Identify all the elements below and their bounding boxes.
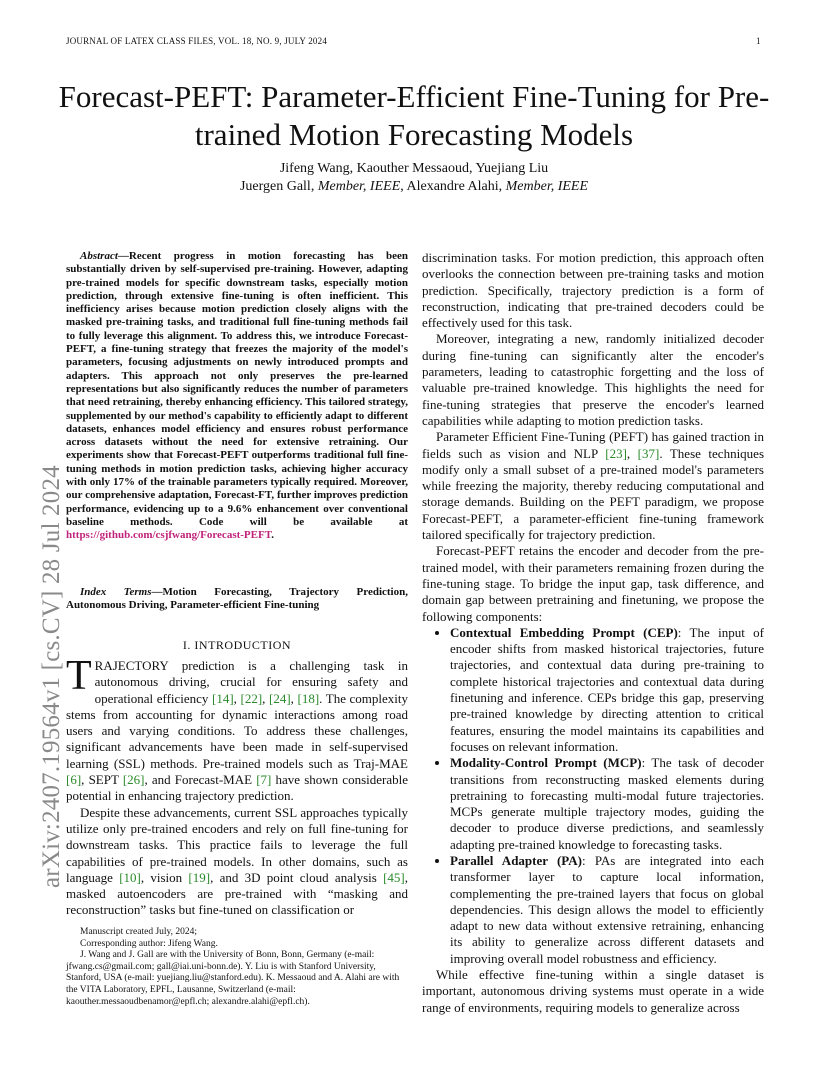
paragraph: While effective fine-tuning within a single dataset is important, autonomous driving systems must operate in a wide range of environments, requiring models to generalize across xyxy=(422,967,764,1015)
intro-text: Despite these advancements, current SSL approaches typically utilize only pre-trained encoders and rely on full fine-tuning for downstream tasks. This practice fails to leverage the full capabilities of pre-trained models. In other domains, such as language xyxy=(66,804,408,885)
citation-link[interactable]: [7] xyxy=(256,772,272,788)
list-item xyxy=(450,755,764,853)
intro-text: RAJECTORY prediction is a challenging task in autonomous driving, crucial for ensuring safety and operational efficiency xyxy=(94,658,408,706)
footnote xyxy=(66,927,408,1008)
footnote-line: Corresponding author: Jifeng Wang. xyxy=(80,938,218,949)
list-item-term: Parallel Adapter (PA) xyxy=(450,852,583,868)
citation-link[interactable]: [18] xyxy=(297,690,320,706)
intro-text: . The complexity stems from accounting for dynamic interactions among road users and varying conditions. To address these challenges, significant advancements have been made in self-supervised learning (SSL) methods. Pre-trained models such as Traj-MAE xyxy=(66,690,409,771)
intro-text: , masked autoencoders are pre-trained with “masking and reconstruction” tasks but fine-tuned on classification or xyxy=(66,869,408,918)
drop-cap: T xyxy=(66,653,92,699)
paragraph: Forecast-PEFT retains the encoder and decoder from the pre-trained model, with their parameters remaining frozen during the fine-tuning stage. To bridge the input gap, task difference, and domain gap between pretraining and finetuning, we propose the following components: xyxy=(422,543,764,624)
list-item-text: : PAs are integrated into each transformer layer to capture local information, complementing the pre-trained layers that focus on global dependencies. This design allows the model to efficiently adapt to new data without extensive retraining, enhancing its ability to generalize across different datasets and improving overall model robustness and efficiency. xyxy=(450,852,764,966)
right-column xyxy=(422,250,764,1016)
citation-link[interactable]: [24] xyxy=(269,690,291,706)
citation-link[interactable]: [26] xyxy=(122,772,145,788)
intro-text: have shown considerable potential in enhancing trajectory prediction. xyxy=(66,772,409,804)
citation-link[interactable]: [10] xyxy=(119,869,141,885)
list-item-term: Contextual Embedding Prompt (CEP) xyxy=(450,624,678,640)
paragraph-text: Parameter Efficient Fine-Tuning (PEFT) has gained traction in fields such as vision and NLP xyxy=(422,429,764,461)
author-list xyxy=(40,160,788,196)
abstract-text: —Recent progress in motion forecasting has been substantially driven by self-supervised pre-training. However, adapting pre-trained models for specific downstream tasks, especially motion prediction, through extensive fine-tuning is often inefficient. This inefficiency arises because motion prediction closely aligns with the masked pre-training tasks, and traditional full fine-tuning methods fail to fully leverage this alignment. To address this, we introduce Forecast-PEFT, a fine-tuning strategy that freezes the majority of the model's parameters, focusing adjustments on newly introduced prompts and adapters. This approach not only preserves the pre-learned representations but also significantly reduces the number of parameters that need retraining, thereby enhancing efficiency. This tailored strategy, supplemented by our method's capability to efficiently adapt to different datasets, enhances model efficiency and ensures robust performance across datasets without the need for extensive retraining. Our experiments show that Forecast-PEFT outperforms traditional full fine-tuning methods in motion prediction tasks, achieving higher accuracy with only 17% of the trainable parameters typically required. Moreover, our comprehensive adaptation, Forecast-FT, further improves prediction performance, evidencing up to a 9.6% enhancement over conventional baseline methods. Code will be available at xyxy=(66,250,408,528)
section-heading: I. INTRODUCTION xyxy=(182,638,292,652)
citation-link[interactable]: [19] xyxy=(188,869,211,885)
abstract xyxy=(66,250,408,543)
citation-link[interactable]: [23] xyxy=(605,445,627,461)
list-item xyxy=(450,853,764,967)
intro-text: , and 3D point cloud analysis xyxy=(210,869,384,885)
footnote-line: Manuscript created July, 2024; xyxy=(80,927,198,937)
citation-link[interactable]: [6] xyxy=(66,772,82,788)
paper-title: Forecast-PEFT: Parameter-Efficient Fine-Tuning for Pre-trained Motion Forecasting Models xyxy=(58,79,770,152)
index-terms xyxy=(66,586,408,613)
introduction-body: TRAJECTORY prediction is a challenging task in autonomous driving, crucial for ensuring safety and operational efficiency [14], [22], [24], [18]. The complexity stems from accounting for dynamic interactions among road users and varying conditions. To address these challenges, significant advancements have been made in self-supervised learning (SSL) methods. Pre-trained models such as Traj-MAE [6], SEPT [26], and Forecast-MAE [7] have shown considerable potential in enhancing trajectory prediction. Despite these advancements, current SSL approaches typically utilize only pre-trained encoders and rely on full fine-tuning for downstream tasks. This practice fails to leverage the full capabilities of pre-trained models. In other domains, such as language [10], vision [19], and 3D point cloud analysis [45], masked autoencoders are pre-trained with “masking and reconstruction” tasks but fine-tuned on classification or xyxy=(66,653,409,918)
intro-text: , and Forecast-MAE xyxy=(144,772,257,788)
paragraph: Moreover, integrating a new, randomly initialized decoder during fine-tuning can significantly alter the encoder's parameters, leading to catastrophic forgetting and the loss of valuable pre-trained knowledge. This highlights the need for fine-tuning strategies that preserve the encoder's learned capabilities while adapting to motion prediction tasks. xyxy=(422,331,764,428)
arxiv-stamp: arXiv:2407.19564v1 [cs.CV] 28 Jul 2024 xyxy=(38,465,65,888)
footnote-line: J. Wang and J. Gall are with the University of Bonn, Bonn, Germany (e-mail: jfwang.cs@gmail.com; gall@iai.uni-bonn.de). Y. Liu is with Stanford University, Stanford, USA (e-mail: yuejiang.liu@stanford.edu). K. Messaoud and A. Alahi are with the VITA Laboratory, EPFL, Lausanne, Switzerland (e-mail: kaouther.messaoudbenamor@epfl.ch; alexandre.alahi@epfl.ch). xyxy=(66,950,400,1007)
code-link[interactable]: https://github.com/csjfwang/Forecast-PEFT xyxy=(66,529,272,542)
citation-link[interactable]: [14] xyxy=(212,690,234,706)
component-list xyxy=(422,625,764,967)
page-number: 1 xyxy=(756,36,761,46)
citation-link[interactable]: [37] xyxy=(637,445,660,461)
abstract-label: Abstract xyxy=(80,250,118,262)
paragraph-text: . These techniques modify only a small subset of a pre-trained model's parameters while freezing the majority, thereby reducing computational and storage demands. Building on the PEFT paradigm, we propose Forecast-PEFT, a parameter-efficient fine-tuning framework tailored specifically for trajectory prediction. xyxy=(422,445,765,543)
author-name: Juergen Gall, xyxy=(239,179,318,194)
index-terms-label: Index Terms xyxy=(80,586,152,598)
paragraph: discrimination tasks. For motion prediction, this approach often overlooks the connection between pre-training tasks and motion prediction. Specifically, trajectory prediction is a form of reconstruction, indicating that pre-trained decoders could be effectively used for this task. xyxy=(422,250,764,331)
intro-text: , vision xyxy=(140,869,189,885)
citation-link[interactable]: [45] xyxy=(383,869,405,885)
author-affiliation: Member, IEEE xyxy=(317,179,401,194)
list-item xyxy=(450,625,764,755)
author-line-1: Jifeng Wang, Kaouther Messaoud, Yuejiang Liu xyxy=(279,161,549,176)
intro-text: , SEPT xyxy=(81,772,123,788)
citation-link[interactable]: [22] xyxy=(240,690,263,706)
author-name: , Alexandre Alahi, xyxy=(400,179,506,194)
paragraph: Parameter Efficient Fine-Tuning (PEFT) has gained traction in fields such as vision and NLP [23], [37]. These techniques modify only a small subset of a pre-trained model's parameters while freezing the majority, thereby reducing computational and storage demands. Building on the PEFT paradigm, we propose Forecast-PEFT, a parameter-efficient fine-tuning framework tailored specifically for trajectory prediction. xyxy=(422,429,765,543)
author-affiliation: Member, IEEE xyxy=(505,179,589,194)
index-terms-text: —Motion Forecasting, Trajectory Prediction, Autonomous Driving, Parameter-efficient Fine-tuning xyxy=(66,586,408,612)
list-item-term: Modality-Control Prompt (MCP) xyxy=(450,755,642,771)
list-item-text: : The task of decoder transitions from reconstructing masked elements during pretraining to forecasting multi-modal future trajectories. MCPs generate multiple trajectory modes, guiding the decoder to produce diverse predictions, and seamlessly adapting pre-trained knowledge to forecasting tasks. xyxy=(450,755,764,852)
list-item-text: : The input of encoder shifts from masked historical trajectories, future trajectories, and contextual data during pre-training to complete historical trajectories and contextual data during finetuning and inference. CEPs bridge this gap, preserving pre-trained knowledge by directing attention to critical features, ensuring the model maintains its capabilities and focuses on relevant information. xyxy=(450,624,765,754)
author-line-2 xyxy=(40,178,788,196)
abstract-end: . xyxy=(271,529,274,542)
journal-header: JOURNAL OF LATEX CLASS FILES, VOL. 18, NO. 9, JULY 2024 xyxy=(66,36,328,46)
